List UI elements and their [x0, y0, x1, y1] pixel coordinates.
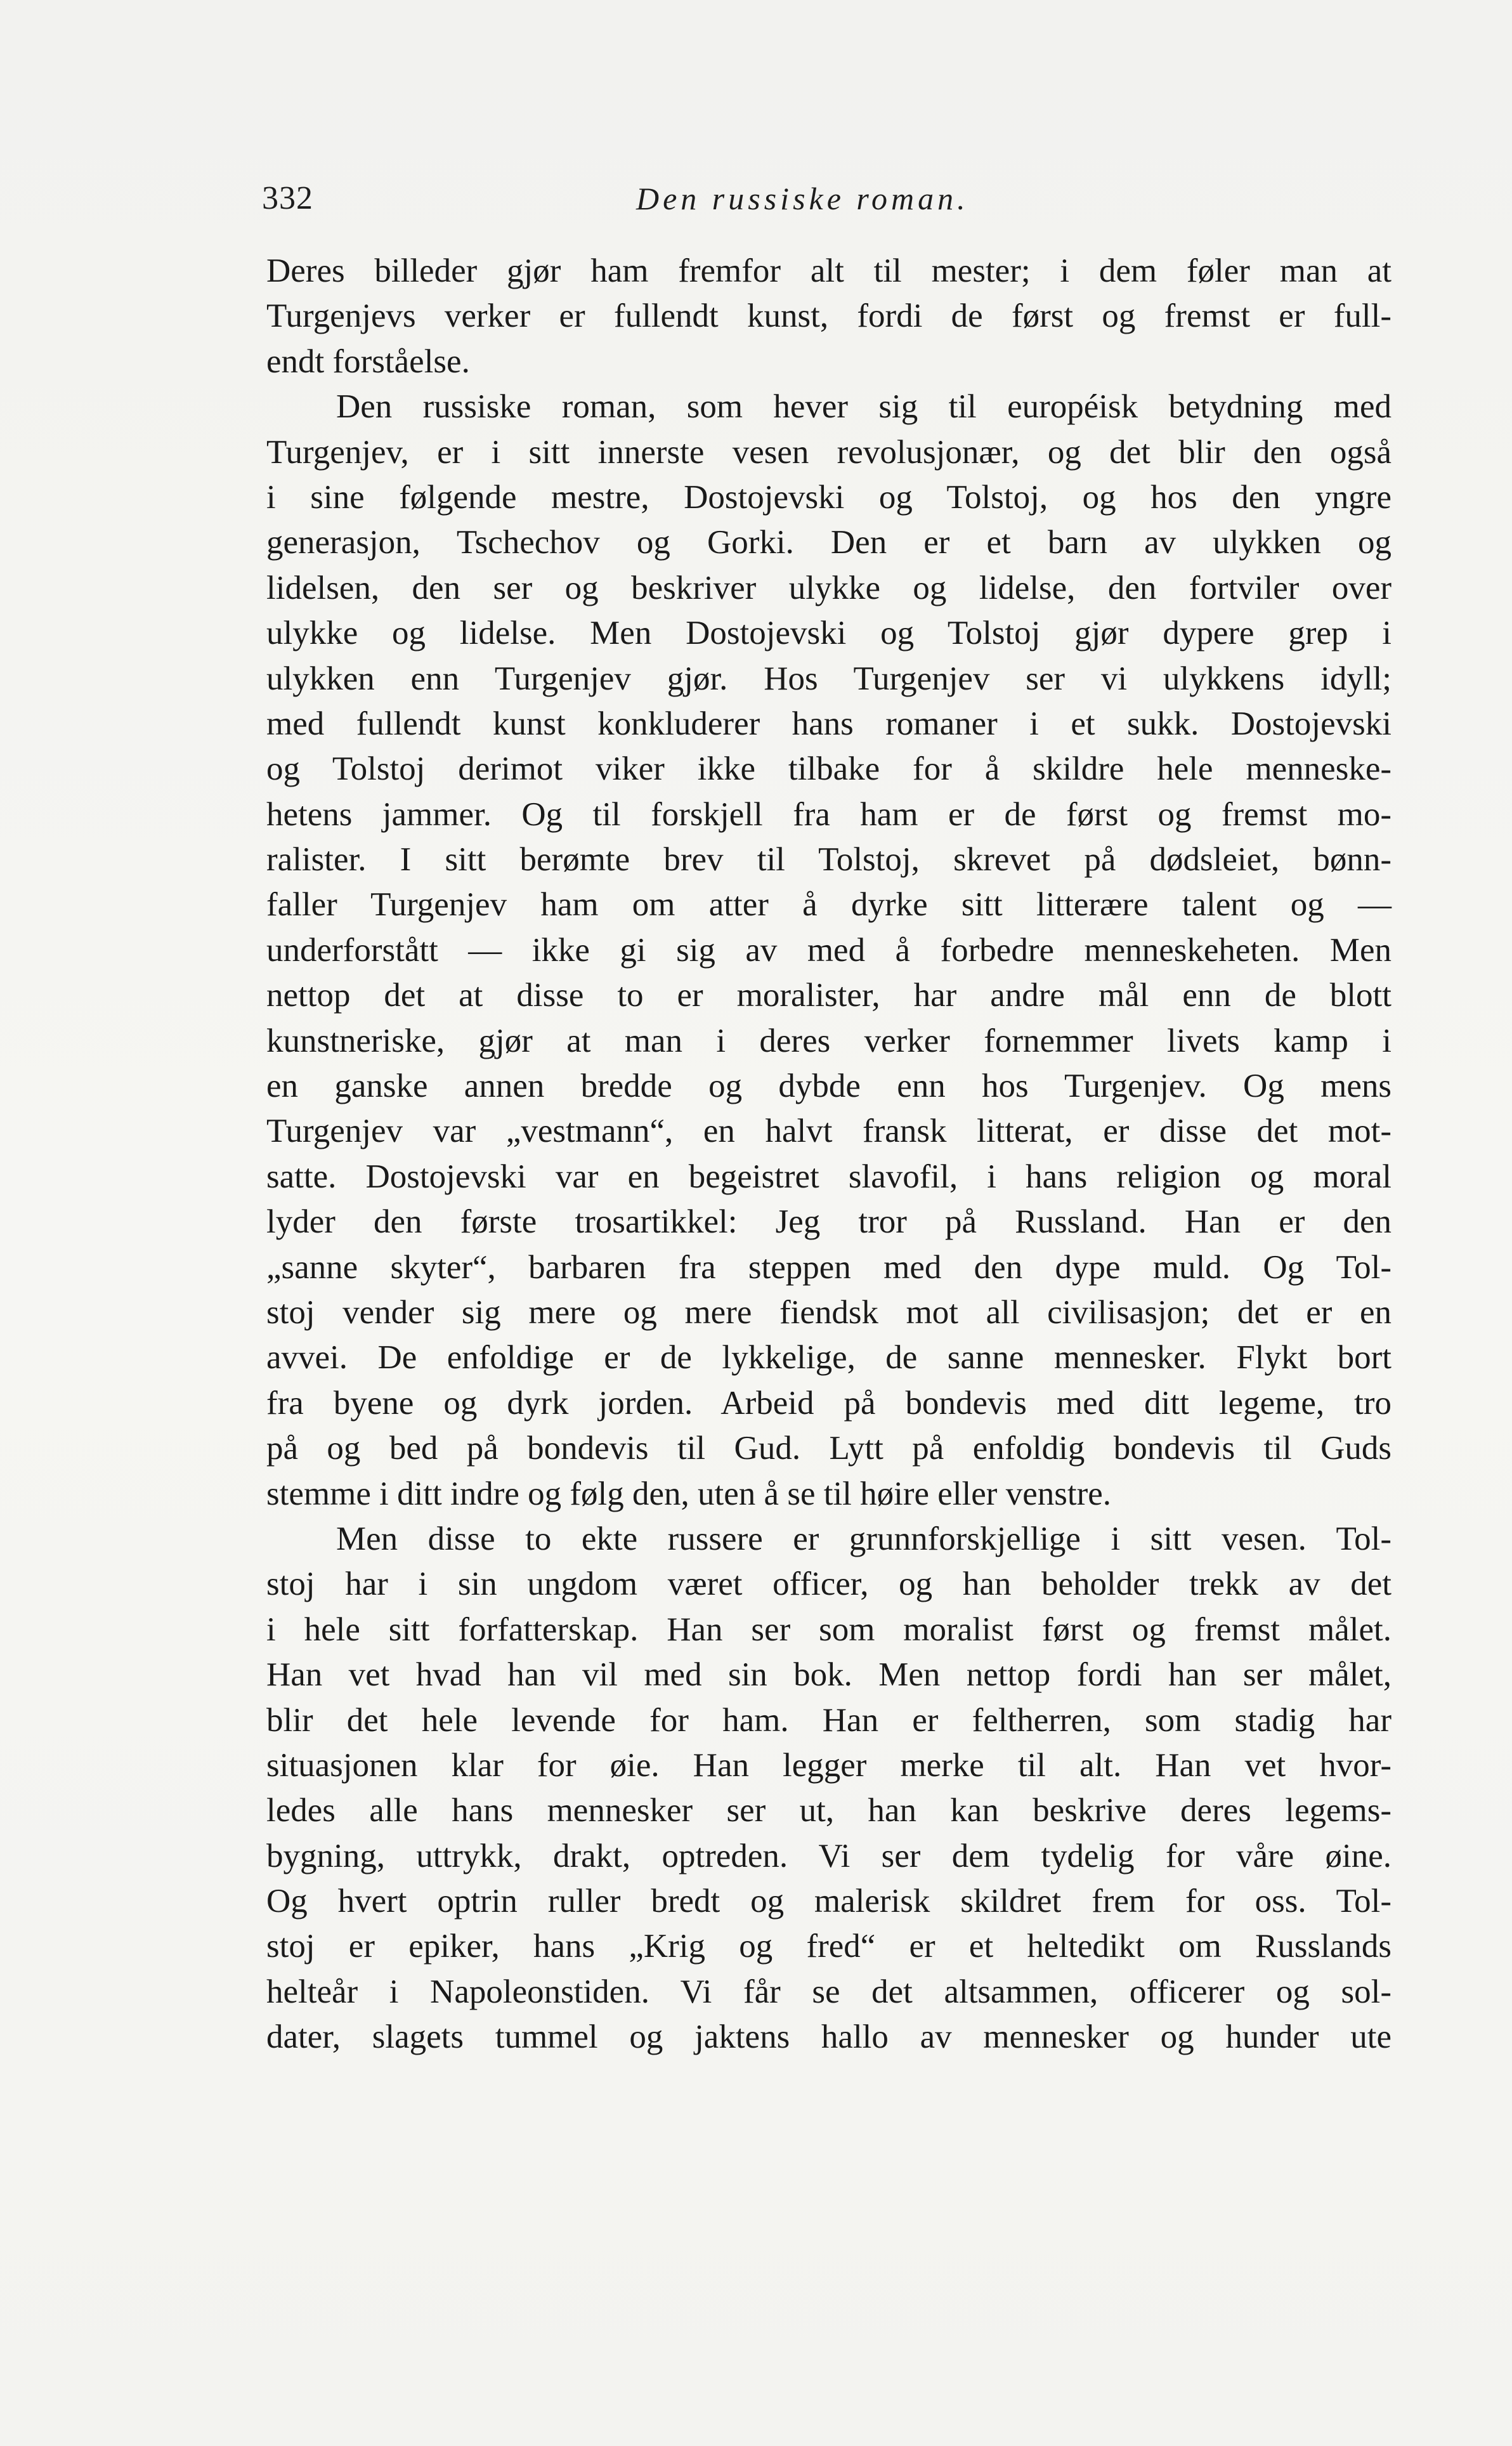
text-line: Den russiske roman, som hever sig til européisk betydning med — [336, 388, 1391, 426]
text-line: Turgenjev, er i sitt innerste vesen revolusjonær, og det blir den også — [266, 433, 1391, 471]
text-line: ulykke og lidelse. Men Dostojevski og Tolstoj gjør dypere grep i — [266, 615, 1391, 652]
running-title: Den russiske roman. — [636, 181, 969, 216]
text-line: helteår i Napoleonstiden. Vi får se det altsammen, officerer og sol- — [266, 1973, 1391, 2010]
text-line: „sanne skyter“, barbaren fra steppen med den dype muld. Og Tol- — [266, 1248, 1391, 1286]
text-line: kunstneriske, gjør at man i deres verker fornemmer livets kamp i — [266, 1022, 1391, 1059]
text-line: satte. Dostojevski var en begeistret slavofil, i hans religion og moral — [266, 1158, 1391, 1195]
text-line: fra byene og dyrk jorden. Arbeid på bondevis med ditt legeme, tro — [266, 1384, 1391, 1422]
text-line: nettop det at disse to er moralister, har andre mål enn de blott — [266, 977, 1391, 1014]
text-line: ralister. I sitt berømte brev til Tolstoj, skrevet på dødsleiet, bønn- — [266, 841, 1391, 879]
text-line: dater, slagets tummel og jaktens hallo av mennesker og hunder ute — [266, 2018, 1391, 2056]
text-line: på og bed på bondevis til Gud. Lytt på enfoldig bondevis til Guds — [266, 1430, 1391, 1467]
text-line: stoj vender sig mere og mere fiendsk mot all civilisasjon; det er en — [266, 1293, 1391, 1331]
text-line: i sine følgende mestre, Dostojevski og Tolstoj, og hos den yngre — [266, 478, 1391, 516]
text-line: ulykken enn Turgenjev gjør. Hos Turgenjev ser vi ulykkens idyll; — [266, 660, 1391, 697]
text-line: ledes alle hans mennesker ser ut, han kan beskrive deres legems- — [266, 1792, 1391, 1829]
text-line: Turgenjevs verker er fullendt kunst, fordi de først og fremst er full- — [266, 298, 1391, 335]
text-line: situasjonen klar for øie. Han legger merke til alt. Han vet hvor- — [266, 1746, 1391, 1784]
text-line: lyder den første trosartikkel: Jeg tror på Russland. Han er den — [266, 1203, 1391, 1241]
text-line: i hele sitt forfatterskap. Han ser som moralist først og fremst målet. — [266, 1611, 1391, 1648]
page-number: 332 — [262, 180, 313, 216]
text-line: og Tolstoj derimot viker ikke tilbake for å skildre hele menneske- — [266, 750, 1391, 788]
text-line: med fullendt kunst konkluderer hans romaner i et sukk. Dostojevski — [266, 705, 1391, 742]
text-line: bygning, uttrykk, drakt, optreden. Vi ser dem tydelig for våre øine. — [266, 1837, 1391, 1874]
text-line: endt forståelse. — [266, 343, 470, 380]
text-line: Men disse to ekte russere er grunnforskjellige i sitt vesen. Tol- — [336, 1520, 1391, 1557]
text-line: Og hvert optrin ruller bredt og malerisk skildret frem for oss. Tol- — [266, 1883, 1391, 1920]
text-line: lidelsen, den ser og beskriver ulykke og lidelse, den fortviler over — [266, 569, 1391, 606]
text-line: underforstått — ikke gi sig av med å forbedre menneskeheten. Men — [266, 931, 1391, 969]
text-line: Han vet hvad han vil med sin bok. Men nettop fordi han ser målet, — [266, 1656, 1391, 1694]
text-line: Deres billeder gjør ham fremfor alt til mester; i dem føler man at — [266, 252, 1391, 289]
text-line: stoj har i sin ungdom været officer, og han beholder trekk av det — [266, 1566, 1391, 1603]
text-line: stemme i ditt indre og følg den, uten å se til høire eller venstre. — [266, 1475, 1111, 1512]
text-line: hetens jammer. Og til forskjell fra ham er de først og fremst mo- — [266, 795, 1391, 833]
text-line: en ganske annen bredde og dybde enn hos Turgenjev. Og mens — [266, 1068, 1391, 1105]
text-line: faller Turgenjev ham om atter å dyrke sitt litterære talent og — — [266, 886, 1391, 924]
text-line: avvei. De enfoldige er de lykkelige, de sanne mennesker. Flykt bort — [266, 1339, 1391, 1377]
page-header — [262, 176, 1393, 221]
text-line: stoj er epiker, hans „Krig og fred“ er et heltedikt om Russlands — [266, 1928, 1391, 1965]
text-line: generasjon, Tschechov og Gorki. Den er et barn av ulykken og — [266, 524, 1391, 561]
text-line: Turgenjev var „vestmann“, en halvt fransk litterat, er disse det mot- — [266, 1113, 1391, 1150]
text-line: blir det hele levende for ham. Han er feltherren, som stadig har — [266, 1701, 1391, 1739]
body-text — [266, 249, 1391, 2060]
